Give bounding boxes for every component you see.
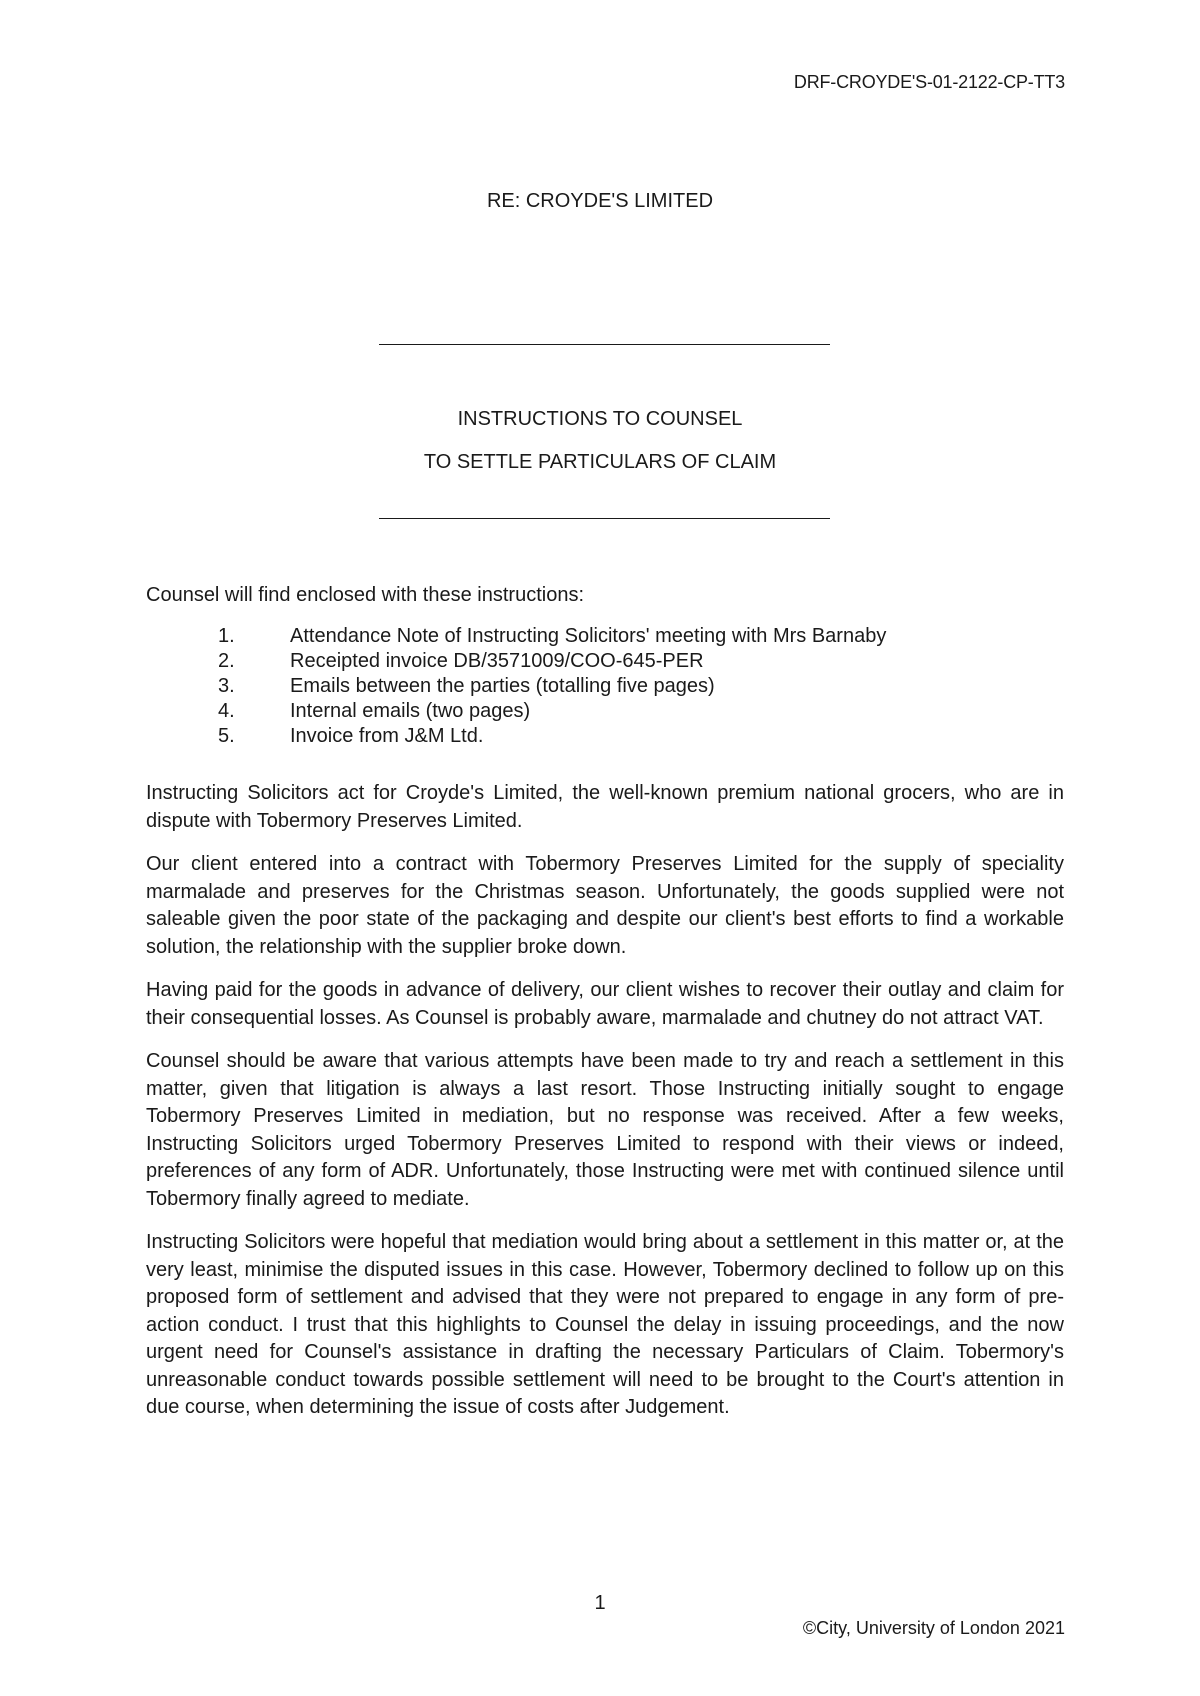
- paragraph-settlement-attempts: Counsel should be aware that various attempts have been made to try and reach a settlement in this matter, given that litigation is always a last resort. Those Instructing initially sought to engage Tobermory Preserves Limited in mediation, but no response was received. After a few weeks, Instructing Solicitors urged Tobermory Preserves Limited to respond with their views or indeed, preferences of any form of ADR. Unfortunately, those Instructing were met with continued silence until Tobermory finally agreed to mediate.: [146, 1050, 1064, 1210]
- document-reference: DRF-CROYDE'S-01-2122-CP-TT3: [793, 72, 1065, 92]
- re-heading: RE: CROYDE'S LIMITED: [486, 190, 714, 212]
- enclosure-number: 5.: [218, 725, 235, 747]
- instructions-title-line-1: INSTRUCTIONS TO COUNSEL: [457, 408, 743, 430]
- enclosure-text: Receipted invoice DB/3571009/COO-645-PER: [290, 650, 704, 672]
- enclosures-intro: Counsel will find enclosed with these instructions:: [146, 584, 584, 606]
- paragraph-mediation: Instructing Solicitors were hopeful that mediation would bring about a settlement in this matter or, at the very least, minimise the disputed issues in this case. However, Tobermory declined to follow up on this proposed form of settlement and advised that they were not prepared to engage in any form of pre-action conduct. I trust that this highlights to Counsel the delay in issuing proceedings, and the now urgent need for Counsel's assistance in drafting the necessary Particulars of Claim. Tobermory's unreasonable conduct towards possible settlement will need to be brought to the Court's attention in due course, when determining the issue of costs after Judgement.: [146, 1231, 1064, 1418]
- paragraph-client-intro: Instructing Solicitors act for Croyde's Limited, the well-known premium national grocers, who are in dispute with Tobermory Preserves Limited.: [146, 782, 1064, 832]
- enclosure-number: 1.: [218, 625, 235, 647]
- enclosure-text: Emails between the parties (totalling five pages): [290, 675, 715, 697]
- enclosure-item: [146, 724, 886, 749]
- instructions-title-line-2: TO SETTLE PARTICULARS OF CLAIM: [423, 451, 777, 473]
- body-paragraphs: [146, 780, 1064, 1438]
- enclosure-item: [146, 674, 886, 699]
- enclosure-number: 3.: [218, 675, 235, 697]
- enclosure-number: 2.: [218, 650, 235, 672]
- enclosure-item: [146, 624, 886, 649]
- enclosure-text: Invoice from J&M Ltd.: [290, 725, 484, 747]
- enclosure-text: Attendance Note of Instructing Solicitors' meeting with Mrs Barnaby: [290, 625, 887, 647]
- page-number: 1: [594, 1592, 606, 1614]
- enclosure-item: [146, 649, 886, 674]
- top-divider: [379, 344, 830, 345]
- paragraph-recovery: Having paid for the goods in advance of delivery, our client wishes to recover their outlay and claim for their consequential losses. As Counsel is probably aware, marmalade and chutney do not attract VAT.: [146, 979, 1064, 1029]
- enclosure-item: [146, 699, 886, 724]
- copyright-notice: ©City, University of London 2021: [802, 1618, 1065, 1638]
- enclosure-number: 4.: [218, 700, 235, 722]
- bottom-divider: [379, 518, 830, 519]
- enclosures-list: [146, 624, 886, 749]
- enclosure-text: Internal emails (two pages): [290, 700, 531, 722]
- paragraph-contract: Our client entered into a contract with Tobermory Preserves Limited for the supply of speciality marmalade and preserves for the Christmas season. Unfortunately, the goods supplied were not saleable given the poor state of the packaging and despite our client's best efforts to find a workable solution, the relationship with the supplier broke down.: [146, 853, 1064, 958]
